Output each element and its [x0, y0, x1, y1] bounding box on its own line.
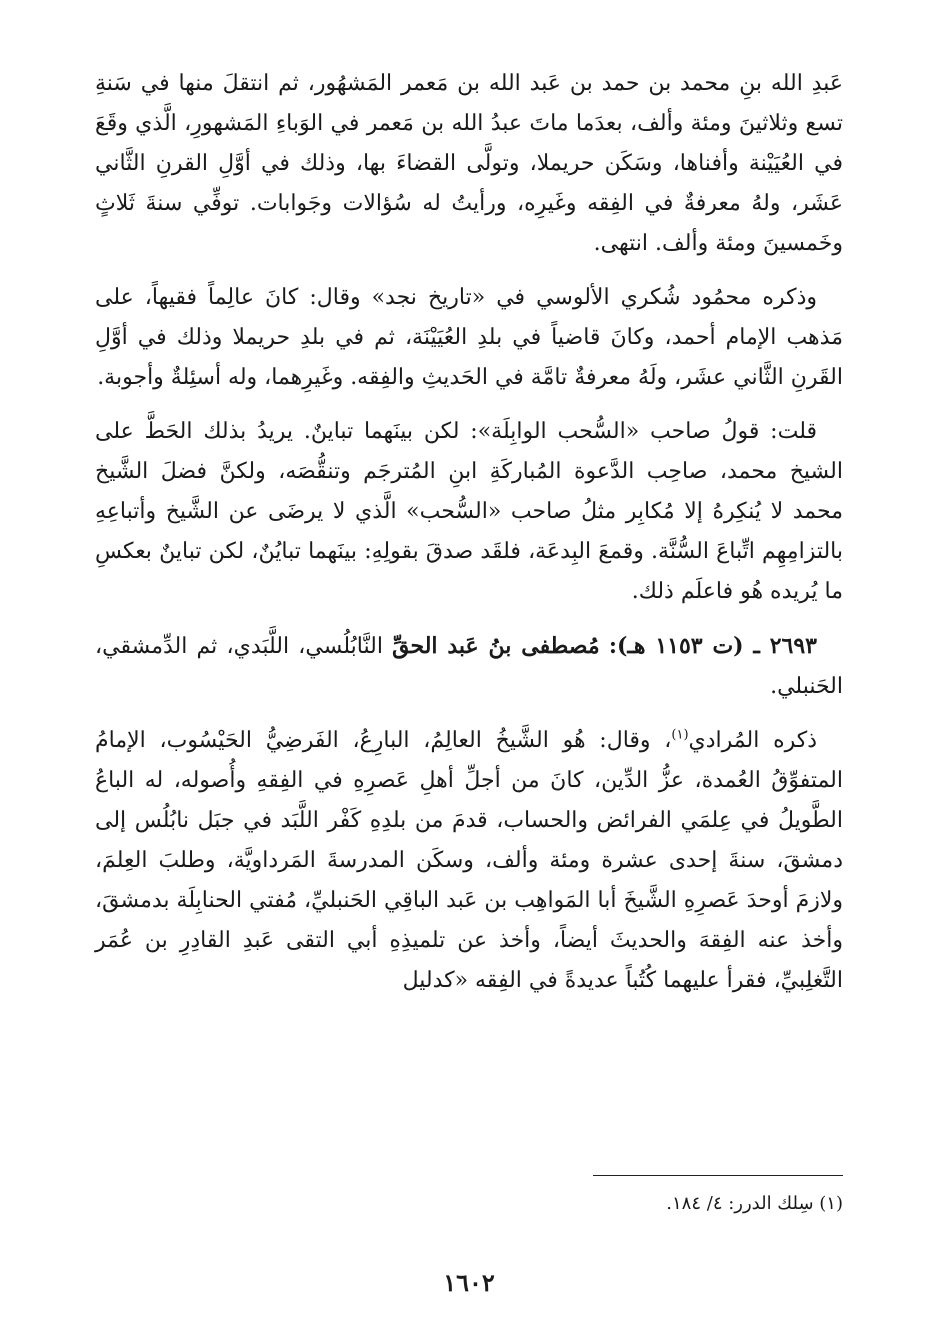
page-body: [95, 64, 843, 1001]
footnote-divider: [593, 1175, 843, 1176]
entry-number: ٢٦٩٣ ـ (ت ١١٥٣ هـ):: [608, 633, 817, 659]
footnote: [95, 1190, 843, 1218]
paragraph-entry-body: [95, 721, 843, 1001]
page-number: ١٦٠٢: [443, 1268, 495, 1297]
paragraph-alusi-quote: وذكره محمُود شُكري الألوسي في «تاريخ نجد» وقال: كانَ عالِماً فقيهاً، على مَذهب الإمام أحمد، وكانَ قاضياً في بلدِ العُيَيْنَة، ثم في بلدِ حريملا وذلك في أوَّلِ القَرنِ الثَّاني عشَر، ولَهُ معرفةٌ تامَّة في الحَديثِ والفِقه. وغَيرِهما، وله أسئِلةٌ وأجوبة.: [95, 285, 843, 390]
entry-name: مُصطفى بنُ عَبد الحقِّ: [392, 633, 600, 659]
entry-body-rest: ، وقال: هُو الشَّيخُ العالِمُ، البارِعُ، الفَرضِيُّ الحَيْسُوب، الإمامُ المتفوِّقُ العُمدة، عزُّ الدِّين، كانَ من أجلِّ أهلِ عَصرِهِ في الفِقهِ وأُصوله، له الباعُ الطَّويلُ في عِلمَي الفرائض والحساب، قدمَ من بلدِهِ كَفْر اللَّبَد في جبَل نابُلُس إلى دمشقَ، سنةَ إحدى عشرة ومئة وألف، وسكَن المدرسةَ المَرداويَّة، وطلبَ العِلمَ، ولازمَ أوحدَ عَصرِهِ الشَّيخَ أبا المَواهِب بن عَبد الباقِي الحَنبليِّ، مُفتي الحنابِلَة بدمشقَ، وأخذ عنه الفِقهَ والحديثَ أيضاً، وأخذ عن تلميذِهِ أبي التقى عَبدِ القادِرِ بن عُمَر التَّغلِبيِّ، فقرأ عليهما كُتُباً عديدةً في الفِقه «كدليل: [95, 728, 844, 993]
footnote-reference[interactable]: (١): [671, 727, 689, 743]
footnote-mark: (١): [819, 1193, 843, 1214]
entry-name-rest: النَّابُلُسي، اللَّبَدي، ثم الدِّمشقي، الحَنبلي.: [95, 634, 843, 699]
paragraph-author-comment: قلت: قولُ صاحب «السُّحب الوابِلَة»: لكن بينَهما تباينٌ. يريدُ بذلك الحَطَّ على الشيخ محمد، صاحِب الدَّعوة المُباركَةِ ابنِ المُترجَم وتنقُّصَه، ولكنَّ فضلَ الشَّيخ محمد لا يُنكِرهُ إلا مُكابِر مثلُ صاحب «السُّحب» الَّذي لا يرضَى عن الشَّيخ وأتباعِهِ بالتزامِهِم اتِّباعَ السُّنَّة. وقمعَ البِدعَة، فلقَد صدقَ بقولِهِ: بينَهما تبايُنٌ، لكن تباينٌ بعكسِ ما يُريده هُو فاعلَم ذلك.: [95, 419, 843, 604]
biography-entry-heading: [95, 626, 843, 707]
paragraph-continuation: عَبدِ الله بنِ محمد بن حمد بن عَبد الله بن مَعمر المَشهُور، ثم انتقلَ منها في سَنةِ تسع وثلاثينَ ومئة وألف، بعدَما ماتَ عبدُ الله بن مَعمر في الوَباءِ المَشهورِ، الَّذي وقَعَ في العُيَيْنة وأفناها، وسَكَن حريملا، وتولَّى القضاءَ بها، وذلك في أوَّلِ القرنِ الثَّاني عَشَر، ولهُ معرفةٌ في الفِقه وغَيرِه، ورأيتُ له سُؤالات وجَوابات. توفِّي سنةَ ثَلاثٍ وخَمسينَ ومئة وألف. انتهى.: [95, 71, 843, 256]
footnote-text: سِلك الدرر: ٤/ ١٨٤.: [666, 1193, 814, 1214]
entry-body-start: ذكره المُرادي: [688, 728, 818, 753]
